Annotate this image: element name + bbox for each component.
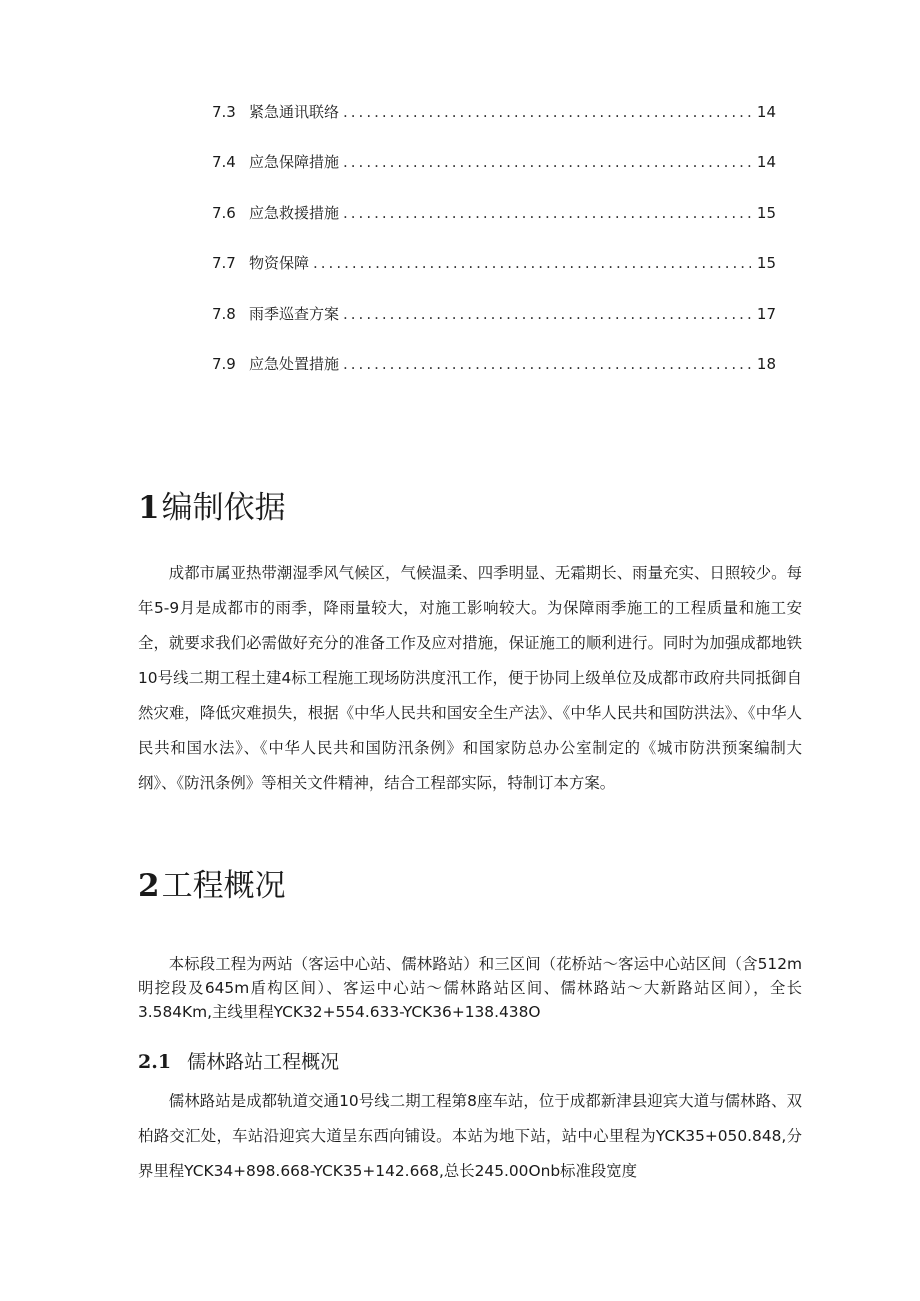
section-2-1-body: 儒林路站是成都轨道交通10号线二期工程第8座车站，位于成都新津县迎宾大道与儒林路、双柏路交汇处，车站沿迎宾大道呈东西向铺设。本站为地下站，站中心里程为YCK35+050.848,分界里程YCK34+898.668-YCK35+142.668,总长245.00Onb标准段宽度 [138,1092,802,1180]
section-title: 儒林路站工程概况 [187,1051,340,1073]
toc-entry-number: 7.4 [212,153,236,172]
section-2-heading [138,866,286,906]
section-1-body: 成都市属亚热带潮湿季风气候区，气候温柔、四季明显、无霜期长、雨量充实、日照较少。每年5-9月是成都市的雨季，降雨量较大，对施工影响较大。为保障雨季施工的工程质量和施工安全，就要求我们必需做好充分的准备工作及应对措施，保证施工的顺利进行。同时为加强成都地铁10号线二期工程土建4标工程施工现场防洪度汛工作，便于协同上级单位及成都市政府共同抵御自然灾难，降低灾难损失，根据《中华人民共和国安全生产法》、《中华人民共和国防洪法》、《中华人民共和国水法》、《中华人民共和国防汛条例》和国家防总办公室制定的《城市防洪预案编制大纲》、《防汛条例》等相关文件精神，结合工程部实际，特制订本方案。 [138,564,802,792]
toc-entry-title: 应急救援措施 [249,203,340,222]
toc-entry-title: 紧急通讯联络 [249,103,340,121]
toc-dot-leader [343,150,751,174]
toc-entry-page: 15 [756,254,776,273]
toc-entry[interactable] [212,251,776,301]
table-of-contents [212,100,776,402]
toc-dot-leader [343,352,751,376]
toc-entry-title: 应急处置措施 [249,354,340,373]
toc-entry[interactable] [212,100,776,150]
toc-entry-number: 7.6 [212,203,236,222]
toc-entry-title: 雨季巡查方案 [249,304,340,323]
section-number: 1 [138,490,160,526]
toc-entry-title: 应急保障措施 [249,153,340,172]
toc-entry-number: 7.8 [212,304,236,323]
toc-entry[interactable] [212,352,776,402]
toc-entry-number: 7.3 [212,103,236,121]
toc-entry-page: 14 [756,153,776,172]
toc-dot-leader [343,100,751,124]
toc-dot-leader [313,251,751,275]
toc-entry-number: 7.9 [212,354,236,373]
section-1-heading [138,488,286,528]
toc-entry-page: 15 [756,203,776,222]
toc-entry-page: 18 [756,354,776,373]
section-2-body: 本标段工程为两站（客运中心站、儒林路站）和三区间（花桥站～客运中心站区间（含512m明挖段及645m盾构区间）、客运中心站～儒林路站区间、儒林路站～大新路站区间），全长3.584Km,主线里程YCK32+554.633-YCK36+138.438O [138,955,802,1021]
section-number: 2 [138,868,160,904]
toc-entry[interactable] [212,201,776,251]
toc-entry[interactable] [212,150,776,200]
toc-entry-page: 14 [756,103,776,121]
section-2-1-heading [138,1048,339,1076]
toc-entry-page: 17 [756,304,776,323]
toc-dot-leader [343,302,751,326]
section-title: 编制依据 [161,490,286,526]
section-title: 工程概况 [161,868,286,904]
toc-entry-title: 物资保障 [249,254,310,273]
toc-dot-leader [343,201,751,225]
toc-entry[interactable] [212,302,776,352]
toc-entry-number: 7.7 [212,254,236,273]
section-number: 2.1 [138,1051,172,1073]
